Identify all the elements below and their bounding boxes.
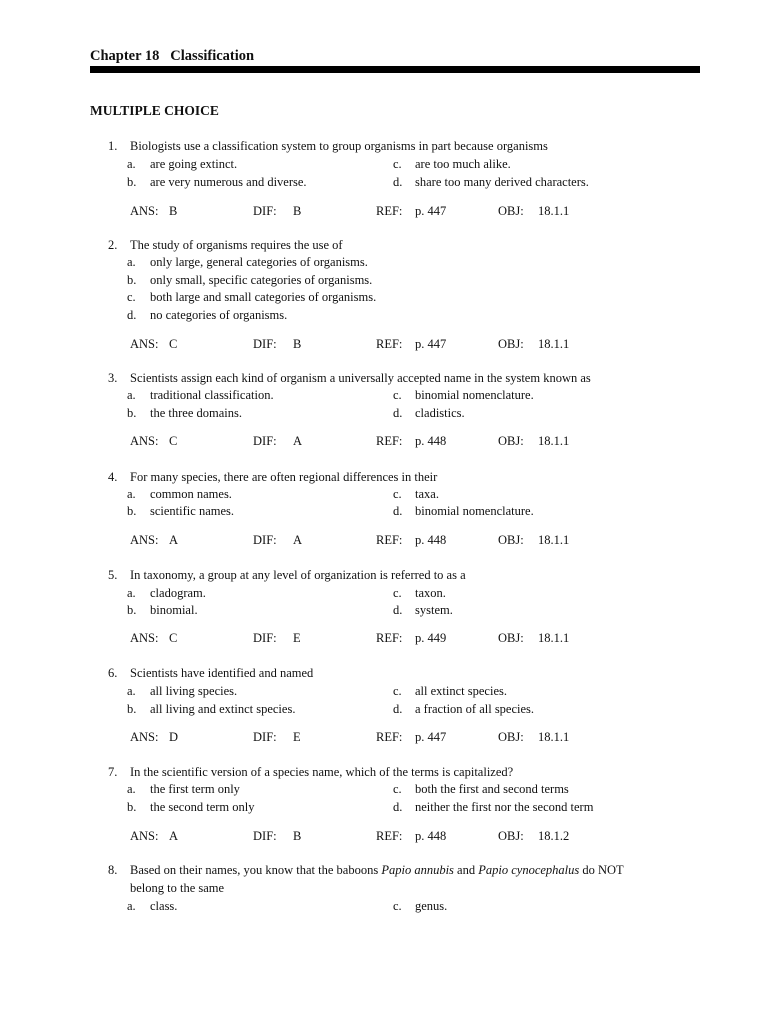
chapter-header [90, 48, 254, 65]
option-text: both large and small categories of organisms. [150, 290, 377, 304]
question-stem: Biologists use a classification system to group organisms in part because organisms [130, 139, 548, 153]
ans-value: B [169, 204, 178, 218]
option-letter: c. [393, 586, 402, 600]
ref-value: p. 447 [415, 337, 447, 351]
obj-label: OBJ: [498, 730, 524, 744]
question-stem: The study of organisms requires the use of [130, 238, 343, 252]
dif-value: B [293, 829, 302, 843]
option-text: binomial nomenclature. [415, 388, 534, 402]
obj-label: OBJ: [498, 533, 524, 547]
dif-value: B [293, 204, 302, 218]
option-letter: b. [127, 702, 137, 716]
option-text: cladistics. [415, 406, 465, 420]
question-number: 4. [108, 470, 118, 484]
ans-value: C [169, 337, 178, 351]
option-text: are very numerous and diverse. [150, 175, 307, 189]
obj-value: 18.1.1 [538, 631, 570, 645]
obj-value: 18.1.1 [538, 204, 570, 218]
question-number: 3. [108, 371, 118, 385]
option-letter: d. [393, 603, 403, 617]
question-stem: In taxonomy, a group at any level of organization is referred to as a [130, 568, 466, 582]
option-text: all extinct species. [415, 684, 507, 698]
option-letter: a. [127, 255, 136, 269]
ref-label: REF: [376, 631, 403, 645]
obj-value: 18.1.1 [538, 730, 570, 744]
option-text: no categories of organisms. [150, 308, 288, 322]
dif-value: E [293, 631, 301, 645]
ref-label: REF: [376, 337, 403, 351]
option-text: class. [150, 899, 178, 913]
option-letter: d. [393, 504, 403, 518]
option-text: common names. [150, 487, 232, 501]
ans-value: C [169, 434, 178, 448]
option-letter: d. [393, 702, 403, 716]
dif-value: E [293, 730, 301, 744]
option-text: all living species. [150, 684, 238, 698]
dif-label: DIF: [253, 337, 277, 351]
ref-value: p. 448 [415, 434, 447, 448]
ref-value: p. 447 [415, 204, 447, 218]
obj-value: 18.1.1 [538, 337, 570, 351]
option-text: share too many derived characters. [415, 175, 589, 189]
option-text: both the first and second terms [415, 782, 569, 796]
option-text: all living and extinct species. [150, 702, 296, 716]
option-text: binomial. [150, 603, 198, 617]
option-text: the three domains. [150, 406, 242, 420]
ref-label: REF: [376, 730, 403, 744]
option-letter: c. [393, 388, 402, 402]
option-letter: c. [393, 782, 402, 796]
obj-value: 18.1.1 [538, 434, 570, 448]
option-letter: a. [127, 157, 136, 171]
header-rule [90, 66, 700, 73]
dif-label: DIF: [253, 434, 277, 448]
question-stem: In the scientific version of a species name, which of the terms is capitalized? [130, 765, 514, 779]
dif-value: B [293, 337, 302, 351]
option-text: a fraction of all species. [415, 702, 535, 716]
option-text: scientific names. [150, 504, 234, 518]
stem-text: do NOT [579, 863, 624, 877]
species-name: Papio annubis [381, 863, 454, 877]
ans-label: ANS: [130, 337, 159, 351]
option-letter: d. [393, 800, 403, 814]
option-text: system. [415, 603, 453, 617]
question-stem-continued: belong to the same [130, 881, 225, 895]
option-letter: b. [127, 800, 137, 814]
option-letter: d. [393, 406, 403, 420]
option-letter: a. [127, 899, 136, 913]
option-text: traditional classification. [150, 388, 274, 402]
ans-value: A [169, 829, 179, 843]
ref-label: REF: [376, 829, 403, 843]
ref-value: p. 448 [415, 533, 447, 547]
option-letter: b. [127, 273, 137, 287]
option-letter: a. [127, 586, 136, 600]
option-text: are going extinct. [150, 157, 238, 171]
ref-label: REF: [376, 434, 403, 448]
option-letter: d. [393, 175, 403, 189]
obj-label: OBJ: [498, 434, 524, 448]
dif-value: A [293, 434, 303, 448]
option-text: the second term only [150, 800, 255, 814]
chapter-title: Classification [170, 48, 255, 64]
option-text: genus. [415, 899, 448, 913]
ans-label: ANS: [130, 434, 159, 448]
option-letter: d. [127, 308, 137, 322]
question-stem: Scientists assign each kind of organism a universally accepted name in the system known as [130, 371, 591, 385]
ans-value: D [169, 730, 179, 744]
option-letter: c. [393, 684, 402, 698]
ref-value: p. 448 [415, 829, 447, 843]
obj-value: 18.1.1 [538, 533, 570, 547]
stem-text: Based on their names, you know that the baboons [130, 863, 382, 877]
question-stem: For many species, there are often regional differences in their [130, 470, 438, 484]
dif-label: DIF: [253, 829, 277, 843]
question-number: 6. [108, 666, 118, 680]
option-text: binomial nomenclature. [415, 504, 534, 518]
option-letter: c. [393, 487, 402, 501]
option-text: taxa. [415, 487, 439, 501]
question-number: 2. [108, 238, 118, 252]
ans-label: ANS: [130, 204, 159, 218]
question-number: 1. [108, 139, 118, 153]
obj-label: OBJ: [498, 337, 524, 351]
dif-label: DIF: [253, 204, 277, 218]
option-letter: b. [127, 406, 137, 420]
ans-value: A [169, 533, 179, 547]
option-letter: c. [127, 290, 136, 304]
ans-label: ANS: [130, 533, 159, 547]
option-text: cladogram. [150, 586, 206, 600]
option-text: are too much alike. [415, 157, 511, 171]
option-letter: b. [127, 504, 137, 518]
obj-label: OBJ: [498, 204, 524, 218]
option-letter: a. [127, 782, 136, 796]
dif-label: DIF: [253, 730, 277, 744]
ans-label: ANS: [130, 730, 159, 744]
dif-value: A [293, 533, 303, 547]
species-name: Papio cynocephalus [478, 863, 580, 877]
ref-value: p. 447 [415, 730, 447, 744]
question-stem [130, 862, 624, 878]
question-number: 8. [108, 863, 118, 877]
option-letter: b. [127, 175, 137, 189]
obj-label: OBJ: [498, 631, 524, 645]
option-text: only large, general categories of organisms. [150, 255, 368, 269]
dif-label: DIF: [253, 631, 277, 645]
question-stem: Scientists have identified and named [130, 666, 314, 680]
obj-value: 18.1.2 [538, 829, 570, 843]
option-text: neither the first nor the second term [415, 800, 594, 814]
ans-value: C [169, 631, 178, 645]
stem-text: and [453, 863, 479, 877]
option-letter: c. [393, 157, 402, 171]
ref-value: p. 449 [415, 631, 447, 645]
ans-label: ANS: [130, 631, 159, 645]
chapter-number: Chapter 18 [90, 48, 160, 64]
option-letter: b. [127, 603, 137, 617]
ref-label: REF: [376, 204, 403, 218]
option-letter: a. [127, 487, 136, 501]
dif-label: DIF: [253, 533, 277, 547]
option-letter: a. [127, 388, 136, 402]
option-letter: c. [393, 899, 402, 913]
option-text: the first term only [150, 782, 240, 796]
option-text: only small, specific categories of organisms. [150, 273, 373, 287]
question-number: 7. [108, 765, 118, 779]
option-text: taxon. [415, 586, 446, 600]
ref-label: REF: [376, 533, 403, 547]
ans-label: ANS: [130, 829, 159, 843]
obj-label: OBJ: [498, 829, 524, 843]
section-heading: MULTIPLE CHOICE [90, 103, 219, 118]
question-number: 5. [108, 568, 118, 582]
option-letter: a. [127, 684, 136, 698]
